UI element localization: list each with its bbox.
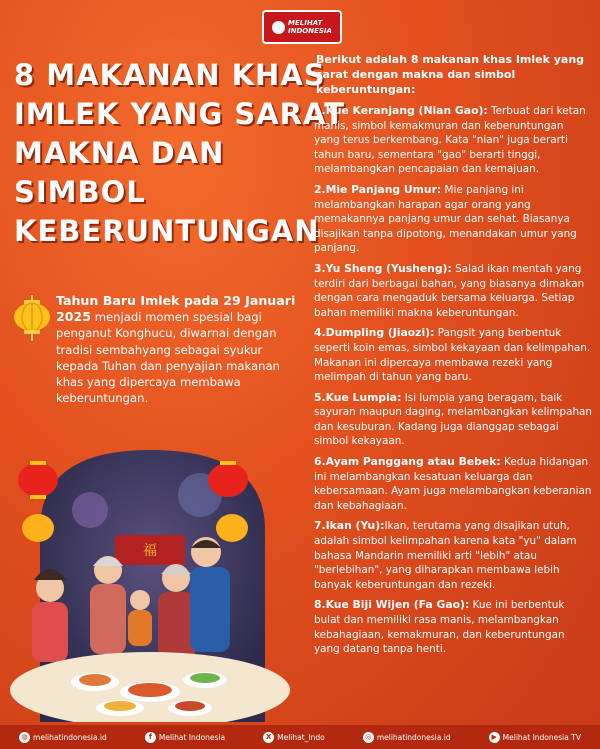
intro-highlight: Tahun Baru Imlek pada 29 Januari 2025 — [56, 293, 296, 325]
facebook-icon: f — [145, 732, 156, 743]
food-list — [314, 52, 592, 663]
footer-facebook[interactable] — [145, 732, 225, 743]
item-title: 2.Mie Panjang Umur: — [314, 182, 442, 196]
footer-label: melihatindonesia.id — [33, 732, 107, 742]
item-text: Kue ini berbentuk bulat dan memiliki rasa manis, melambangkan kebahagiaan, kemakmuran, dan keberuntungan yang datang tanpa henti. — [314, 599, 565, 656]
item-title: 5.Kue Lumpia: — [314, 390, 402, 404]
title-line: MAKNA DAN — [14, 136, 225, 170]
item-text: Terbuat dari ketan manis, simbol kemakmuran dan keberuntungan yang terus berkembang. Kata "nian" juga berarti tahun baru, sementara "gao" berarti tinggi, melambangkan pencapaian dan kemajuan. — [314, 105, 586, 176]
page-title — [14, 56, 345, 251]
list-item — [314, 104, 592, 177]
intro-paragraph — [56, 293, 308, 406]
footer-label: Melihat Indonesia — [158, 732, 226, 742]
social-footer — [0, 725, 600, 749]
item-title: 7.Ikan (Yu): — [314, 519, 385, 533]
list-item — [314, 519, 592, 592]
item-text: Pangsit yang berbentuk seperti koin emas, simbol kekayaan dan kelimpahan. Makanan ini dipercaya membawa rezeki yang melimpah di tahun yang baru. — [314, 327, 591, 384]
list-item — [314, 455, 592, 513]
lantern-icon — [12, 295, 52, 341]
item-title: 4.Dumpling (Jiaozi): — [314, 326, 435, 340]
title-line: SIMBOL — [14, 175, 146, 209]
footer-instagram[interactable] — [363, 732, 451, 743]
title-line: 8 MAKANAN KHAS — [14, 58, 326, 92]
logo-mark-icon — [272, 21, 285, 34]
svg-text:福: 福 — [143, 543, 157, 559]
logo-line2: INDONESIA — [288, 27, 332, 35]
item-text: Ikan, terutama yang disajikan utuh, adalah simbol kelimpahan karena kata "yu" dalam bahasa Mandarin memiliki arti "lebih" atau "berlebihan", yang diharapkan membawa lebih banyak keberuntungan dan rezeki. — [314, 520, 577, 591]
list-item — [314, 326, 592, 384]
globe-icon: ◍ — [19, 732, 30, 743]
logo-line1: MELIHAT — [288, 19, 323, 27]
footer-label: melihatindonesia.id — [376, 732, 451, 742]
list-item — [314, 262, 592, 320]
footer-x[interactable] — [263, 732, 325, 743]
item-title: 8.Kue Biji Wijen (Fa Gao): — [314, 598, 470, 612]
item-title: 6.Ayam Panggang atau Bebek: — [314, 455, 501, 469]
footer-website[interactable] — [19, 732, 107, 743]
title-line: IMLEK YANG SARAT — [14, 97, 345, 131]
list-item — [314, 183, 592, 256]
item-title: 1.Kue Keranjang (Nian Gao): — [314, 104, 488, 117]
item-text: Isi lumpia yang beragam, baik sayuran maupun daging, melambangkan kelimpahan dan kesuburan. Kadang juga dianggap sebagai simbol kekayaan. — [314, 391, 592, 448]
family-dinner-illustration — [0, 440, 305, 722]
brand-logo — [262, 10, 342, 44]
list-intro: Berikut adalah 8 makanan khas Imlek yang sarat dengan makna dan simbol keberuntungan: — [316, 53, 585, 96]
title-line: KEBERUNTUNGAN — [14, 214, 320, 248]
item-text: Mie panjang ini melambangkan harapan agar orang yang memakannya panjang umur dan sehat. Biasanya disajikan tanpa dipotong, menandakan umur yang panjang. — [314, 183, 577, 255]
list-item — [314, 598, 592, 656]
x-icon: X — [263, 732, 274, 743]
instagram-icon: ◎ — [363, 732, 374, 743]
item-text: Kedua hidangan ini melambangkan kesatuan keluarga dan kebersamaan. Ayam juga melambangkan keberanian dan kebahagiaan. — [314, 456, 592, 512]
item-title: 3.Yu Sheng (Yusheng): — [314, 261, 452, 275]
item-text: Salad ikan mentah yang terdiri dari berbagai bahan, yang biasanya dimakan dengan cara mengaduk bersama keluarga. Setiap bahan memiliki makna keberuntungan. — [314, 262, 585, 319]
list-item — [314, 391, 592, 449]
footer-label: Melihat_Indo — [277, 732, 325, 742]
footer-label: Melihat Indonesia TV — [502, 732, 581, 742]
youtube-icon: ▶ — [489, 732, 500, 743]
intro-text: menjadi momen spesial bagi penganut Konghucu, diwarnai dengan tradisi sembahyang sebagai syukur kepada Tuhan dan penyajian makanan khas yang dipercaya membawa keberuntungan. — [56, 310, 280, 406]
footer-youtube[interactable] — [489, 732, 581, 743]
